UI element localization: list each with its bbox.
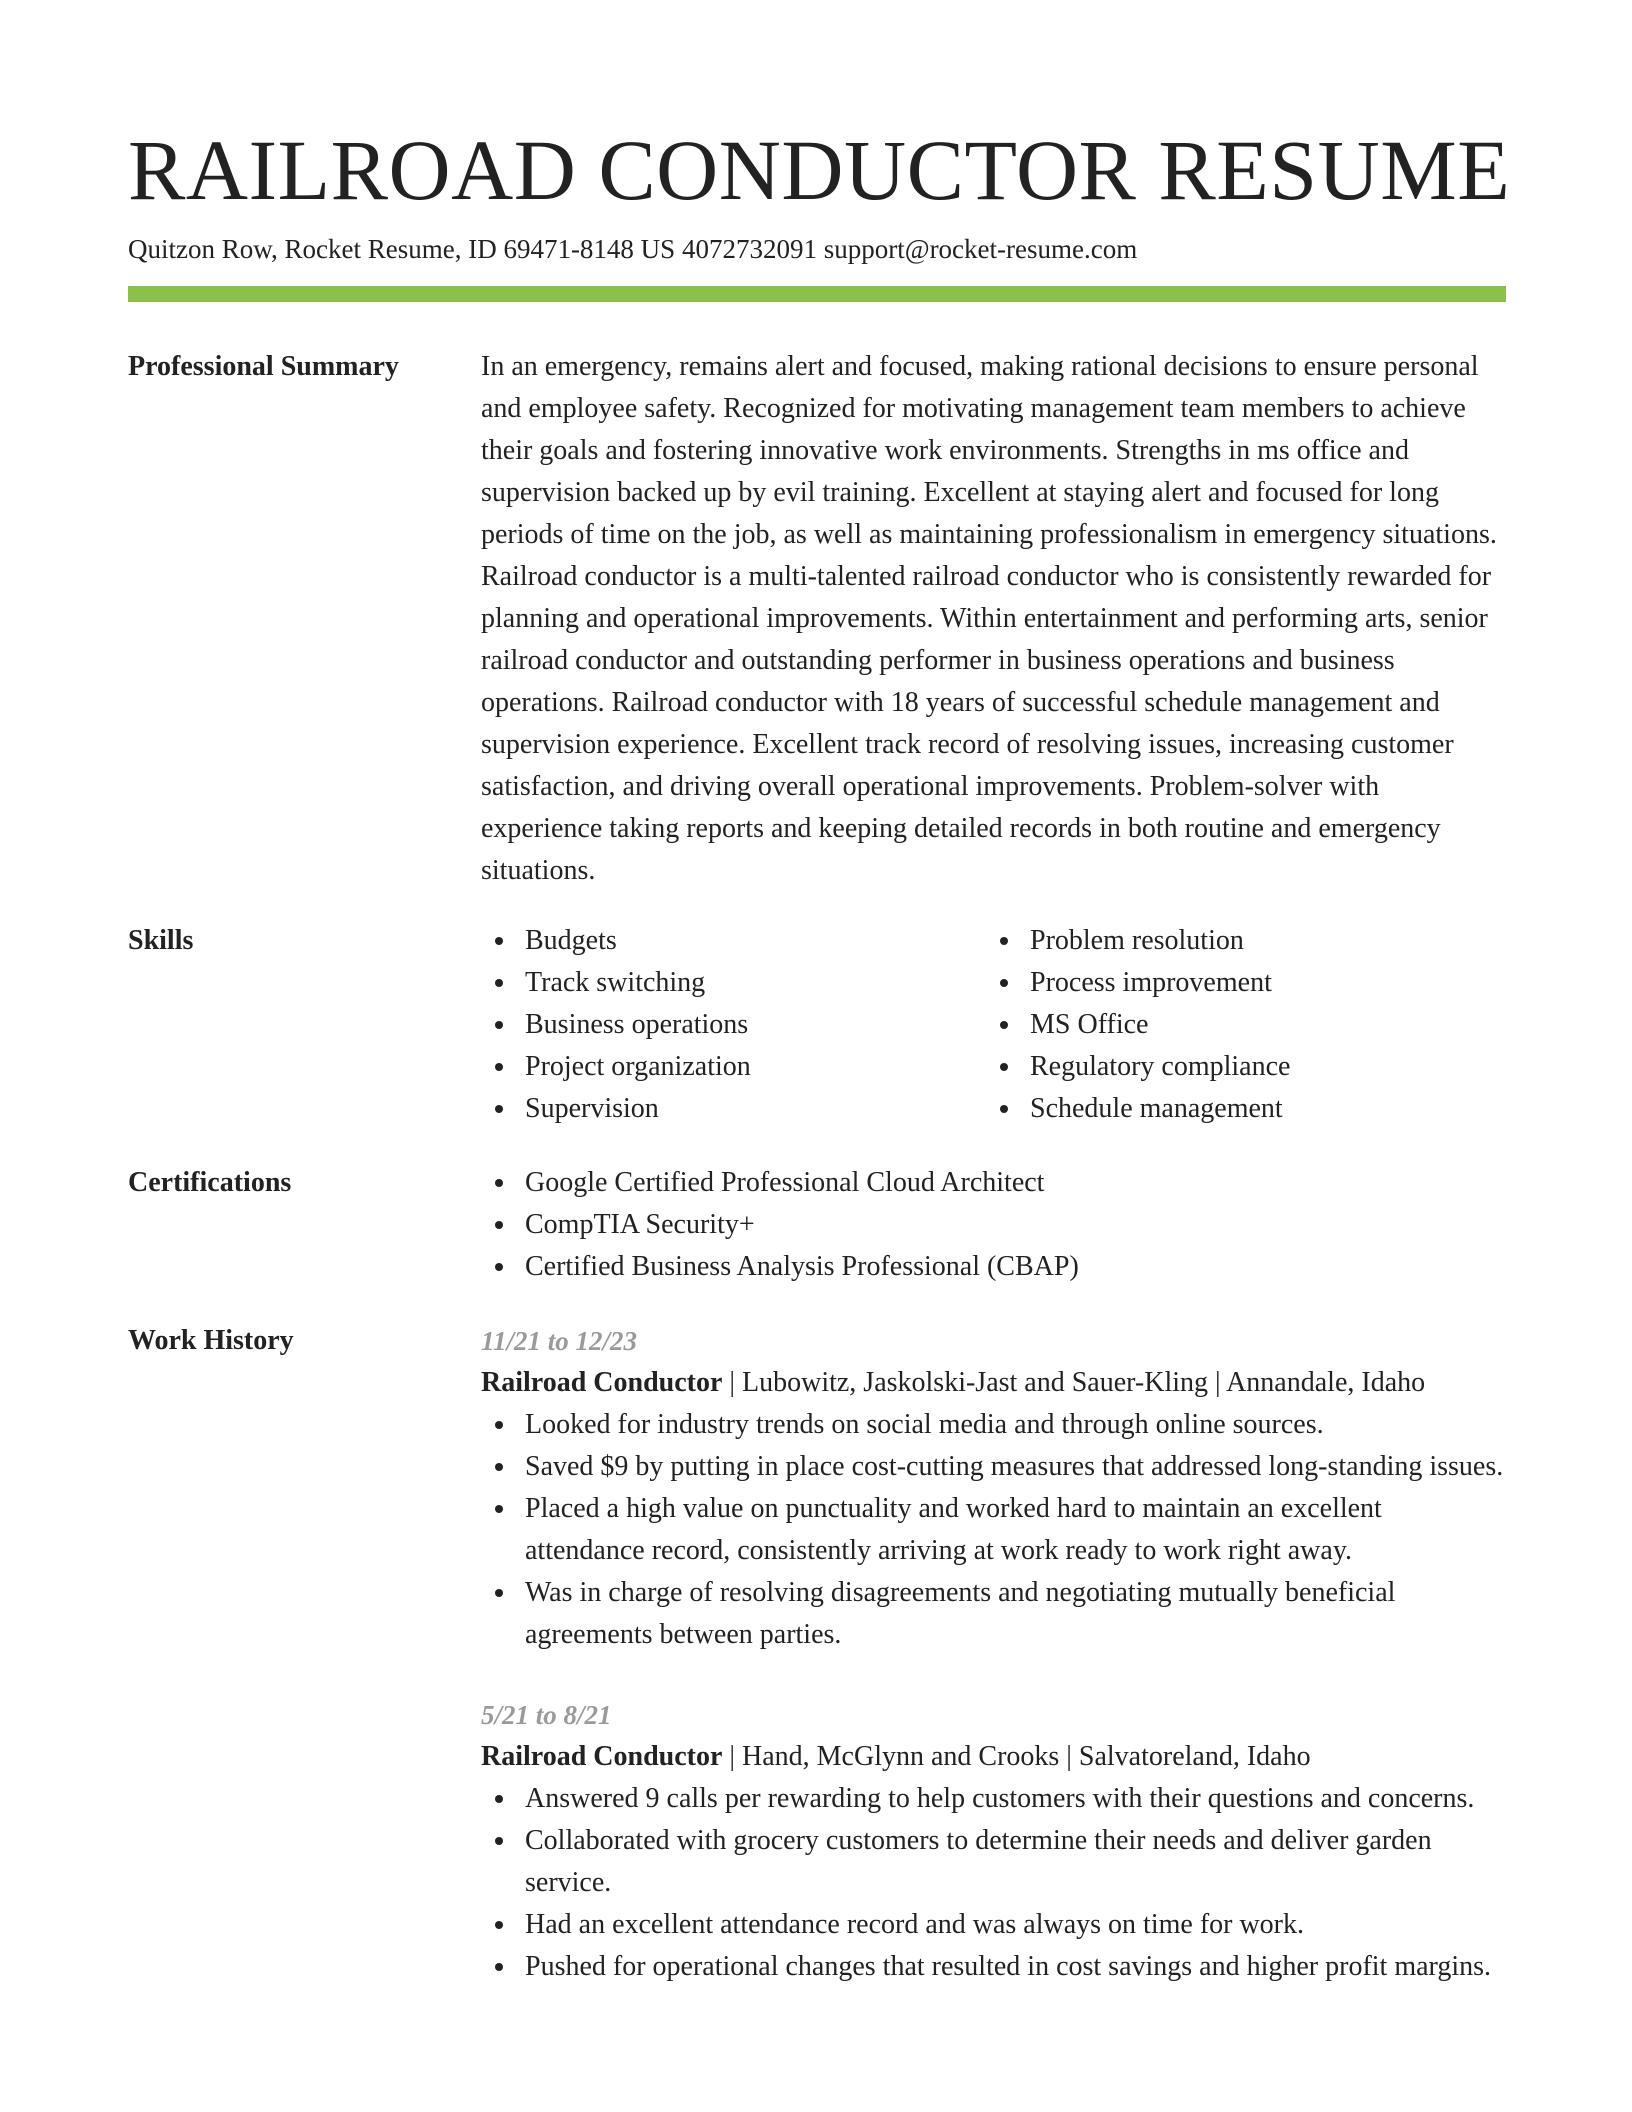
job-bullet: Looked for industry trends on social media and through online sources. xyxy=(481,1404,1506,1446)
section-label-skills: Skills xyxy=(128,925,194,956)
certifications-body xyxy=(481,1162,1506,1288)
summary-body xyxy=(481,346,1506,892)
skill-item: Supervision xyxy=(481,1088,986,1130)
skill-item: Budgets xyxy=(481,920,986,962)
job-bullet: Had an excellent attendance record and was always on time for work. xyxy=(481,1904,1506,1946)
skill-item: Problem resolution xyxy=(986,920,1491,962)
skills-grid xyxy=(481,920,1506,1130)
job-bullet-list xyxy=(481,1404,1506,1656)
certification-item: Google Certified Professional Cloud Architect xyxy=(481,1162,1506,1204)
skill-item: Process improvement xyxy=(986,962,1491,1004)
skill-item: Regulatory compliance xyxy=(986,1046,1491,1088)
job-heading xyxy=(481,1362,1506,1404)
skills-column-right xyxy=(986,920,1491,1130)
certifications-list xyxy=(481,1162,1506,1288)
header-divider xyxy=(128,286,1506,302)
job-bullet: Answered 9 calls per rewarding to help customers with their questions and concerns. xyxy=(481,1778,1506,1820)
job-employer-location: | Hand, McGlynn and Crooks | Salvatoreland, Idaho xyxy=(722,1741,1311,1772)
job-bullet: Saved $9 by putting in place cost-cutting measures that addressed long-standing issues. xyxy=(481,1446,1506,1488)
certification-item: Certified Business Analysis Professional (CBAP) xyxy=(481,1246,1506,1288)
job-dates: 11/21 to 12/23 xyxy=(481,1326,638,1356)
work-history-body xyxy=(481,1320,1506,1988)
section-label-summary: Professional Summary xyxy=(128,351,399,382)
contact-line: Quitzon Row, Rocket Resume, ID 69471-8148 US 4072732091 support@rocket-resume.com xyxy=(128,234,1138,264)
skill-item: Business operations xyxy=(481,1004,986,1046)
skill-item: Track switching xyxy=(481,962,986,1004)
certification-item: CompTIA Security+ xyxy=(481,1204,1506,1246)
resume-title: RAILROAD CONDUCTOR RESUME xyxy=(128,122,1511,218)
job-entry xyxy=(481,1694,1506,1988)
job-title: Railroad Conductor xyxy=(481,1741,723,1772)
section-label-work-history: Work History xyxy=(128,1325,294,1356)
summary-text: In an emergency, remains alert and focused, making rational decisions to ensure personal and employee safety. Recognized for motivating management team members to achieve their goals and fostering innovative work environments. Strengths in ms office and supervision backed up by evil training. Excellent at staying alert and focused for long periods of time on the job, as well as maintaining professionalism in emergency situations. Railroad conductor is a multi-talented railroad conductor who is consistently rewarded for planning and operational improvements. Within entertainment and performing arts, senior railroad conductor and outstanding performer in business operations and business operations. Railroad conductor with 18 years of successful schedule management and supervision experience. Excellent track record of resolving issues, increasing customer satisfaction, and driving overall operational improvements. Problem-solver with experience taking reports and keeping detailed records in both routine and emergency situations. xyxy=(481,351,1497,886)
job-bullet: Collaborated with grocery customers to determine their needs and deliver garden service. xyxy=(481,1820,1506,1904)
job-entry xyxy=(481,1320,1506,1656)
skills-column-left xyxy=(481,920,986,1130)
job-bullet: Pushed for operational changes that resulted in cost savings and higher profit margins. xyxy=(481,1946,1506,1988)
job-bullet-list xyxy=(481,1778,1506,1988)
skill-item: Project organization xyxy=(481,1046,986,1088)
job-bullet: Placed a high value on punctuality and worked hard to maintain an excellent attendance record, consistently arriving at work ready to work right away. xyxy=(481,1488,1506,1572)
section-label-certifications: Certifications xyxy=(128,1167,292,1198)
skill-item: Schedule management xyxy=(986,1088,1491,1130)
job-employer-location: | Lubowitz, Jaskolski-Jast and Sauer-Kling | Annandale, Idaho xyxy=(722,1367,1426,1398)
skill-item: MS Office xyxy=(986,1004,1491,1046)
job-bullet: Was in charge of resolving disagreements and negotiating mutually beneficial agreements between parties. xyxy=(481,1572,1506,1656)
job-title: Railroad Conductor xyxy=(481,1367,723,1398)
job-dates: 5/21 to 8/21 xyxy=(481,1700,612,1730)
job-heading xyxy=(481,1736,1506,1778)
